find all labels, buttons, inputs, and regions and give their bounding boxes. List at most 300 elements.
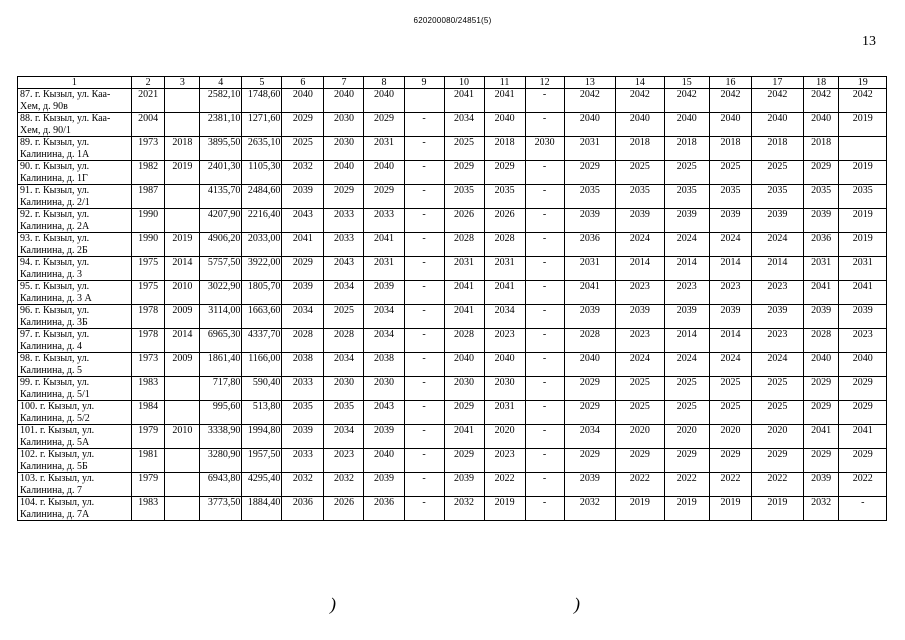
table-cell: 2022 bbox=[484, 473, 525, 497]
table-header-row bbox=[18, 77, 887, 89]
table-cell: 2029 bbox=[324, 185, 364, 209]
table-cell: - bbox=[525, 449, 564, 473]
address-cell: 89. г. Кызыл, ул. Калинина, д. 1А bbox=[18, 137, 132, 161]
table-cell: 2040 bbox=[803, 113, 839, 137]
table-cell: 2014 bbox=[752, 257, 804, 281]
table-cell: 2019 bbox=[709, 497, 751, 521]
table-cell: 1861,40 bbox=[200, 353, 242, 377]
column-header: 10 bbox=[444, 77, 484, 89]
column-header: 8 bbox=[364, 77, 404, 89]
table-cell: 2022 bbox=[839, 473, 887, 497]
table-cell: 2033 bbox=[364, 209, 404, 233]
table-cell: 2040 bbox=[564, 113, 616, 137]
table-cell: 2026 bbox=[444, 209, 484, 233]
table-cell: 2018 bbox=[709, 137, 751, 161]
table-cell: 2029 bbox=[564, 161, 616, 185]
table-cell: 2020 bbox=[616, 425, 664, 449]
address-cell: 98. г. Кызыл, ул. Калинина, д. 5 bbox=[18, 353, 132, 377]
page-number: 13 bbox=[862, 34, 876, 49]
table-cell: 2039 bbox=[803, 473, 839, 497]
table-cell: 2023 bbox=[752, 329, 804, 353]
table-cell: 3280,90 bbox=[200, 449, 242, 473]
table-cell: 2025 bbox=[616, 401, 664, 425]
table-cell: 2040 bbox=[839, 353, 887, 377]
table-cell: 2381,10 bbox=[200, 113, 242, 137]
table-cell: 2041 bbox=[803, 425, 839, 449]
document-id: 620200080/24851(5) bbox=[413, 16, 492, 25]
table-cell: 2019 bbox=[839, 233, 887, 257]
table-cell: 2401,30 bbox=[200, 161, 242, 185]
address-cell: 99. г. Кызыл, ул. Калинина, д. 5/1 bbox=[18, 377, 132, 401]
table-cell: 1663,60 bbox=[242, 305, 282, 329]
table-cell: 2025 bbox=[324, 305, 364, 329]
table-cell: 2019 bbox=[616, 497, 664, 521]
table-cell: 2043 bbox=[282, 209, 324, 233]
table-cell: 2029 bbox=[444, 449, 484, 473]
table-cell: 2025 bbox=[752, 161, 804, 185]
table-cell: 2025 bbox=[282, 137, 324, 161]
table-cell: 5757,50 bbox=[200, 257, 242, 281]
table-cell: 2043 bbox=[364, 401, 404, 425]
table-cell: 2031 bbox=[564, 137, 616, 161]
table-cell: 2025 bbox=[664, 377, 709, 401]
table-cell: - bbox=[525, 161, 564, 185]
address-cell: 94. г. Кызыл, ул. Калинина, д. 3 bbox=[18, 257, 132, 281]
table-cell: 6965,30 bbox=[200, 329, 242, 353]
column-header: 15 bbox=[664, 77, 709, 89]
table-cell: 2041 bbox=[803, 281, 839, 305]
table-cell: 2216,40 bbox=[242, 209, 282, 233]
table-cell: 2042 bbox=[664, 89, 709, 113]
table-cell: 2033 bbox=[324, 209, 364, 233]
table-cell: 2014 bbox=[165, 257, 200, 281]
table-cell: - bbox=[404, 161, 444, 185]
table-cell: 2031 bbox=[803, 257, 839, 281]
table-cell: 2030 bbox=[324, 113, 364, 137]
table-cell: 2034 bbox=[324, 281, 364, 305]
table-cell: 2039 bbox=[444, 473, 484, 497]
table-cell: 2018 bbox=[752, 137, 804, 161]
table-cell: 2019 bbox=[839, 209, 887, 233]
table-cell: 2040 bbox=[803, 353, 839, 377]
table-cell: 6943,80 bbox=[200, 473, 242, 497]
table-row bbox=[18, 281, 887, 305]
table-cell bbox=[165, 185, 200, 209]
table-cell: 2026 bbox=[484, 209, 525, 233]
table-cell: 2024 bbox=[616, 353, 664, 377]
table-cell: 2024 bbox=[752, 233, 804, 257]
table-cell: 2043 bbox=[324, 257, 364, 281]
table-cell bbox=[165, 113, 200, 137]
table-cell: 2024 bbox=[616, 233, 664, 257]
table-cell bbox=[404, 89, 444, 113]
table-cell: 2020 bbox=[664, 425, 709, 449]
table-cell: 2014 bbox=[165, 329, 200, 353]
table-cell: 2025 bbox=[709, 161, 751, 185]
table-row bbox=[18, 449, 887, 473]
table-cell: 2029 bbox=[839, 401, 887, 425]
table-cell: 2018 bbox=[165, 137, 200, 161]
table-cell: 2025 bbox=[616, 161, 664, 185]
table-cell: 2025 bbox=[616, 377, 664, 401]
table-cell: 2019 bbox=[839, 161, 887, 185]
table-cell: 2035 bbox=[664, 185, 709, 209]
table-cell: 2023 bbox=[484, 329, 525, 353]
table-cell: 2035 bbox=[709, 185, 751, 209]
table-cell: 2032 bbox=[564, 497, 616, 521]
table-cell: 2031 bbox=[444, 257, 484, 281]
table-cell: 2023 bbox=[616, 329, 664, 353]
table-cell: 2039 bbox=[616, 209, 664, 233]
column-header: 12 bbox=[525, 77, 564, 89]
table-cell: - bbox=[404, 257, 444, 281]
table-cell: 2030 bbox=[525, 137, 564, 161]
table-row bbox=[18, 161, 887, 185]
table-cell: 2041 bbox=[282, 233, 324, 257]
table-cell: 1990 bbox=[131, 209, 165, 233]
table-cell: 2040 bbox=[324, 89, 364, 113]
table-cell: 1975 bbox=[131, 257, 165, 281]
column-header: 16 bbox=[709, 77, 751, 89]
table-cell: 1805,70 bbox=[242, 281, 282, 305]
table-cell: 3895,50 bbox=[200, 137, 242, 161]
table-cell: 2039 bbox=[803, 209, 839, 233]
table-cell: 1973 bbox=[131, 137, 165, 161]
table-cell: 2036 bbox=[364, 497, 404, 521]
table-cell: 2032 bbox=[803, 497, 839, 521]
table-cell: 2041 bbox=[444, 89, 484, 113]
table-cell: 3114,00 bbox=[200, 305, 242, 329]
table-cell: 2041 bbox=[839, 281, 887, 305]
table-cell: 2041 bbox=[444, 425, 484, 449]
table-cell: 1979 bbox=[131, 425, 165, 449]
pen-mark-left: ) bbox=[330, 594, 336, 614]
table-row bbox=[18, 89, 887, 113]
table-cell: 2035 bbox=[484, 185, 525, 209]
column-header: 18 bbox=[803, 77, 839, 89]
table-cell: 2035 bbox=[324, 401, 364, 425]
table-cell: 2023 bbox=[616, 281, 664, 305]
table-cell: - bbox=[404, 281, 444, 305]
table-cell: 2041 bbox=[364, 233, 404, 257]
table-cell: 2040 bbox=[616, 113, 664, 137]
table-row bbox=[18, 209, 887, 233]
table-cell: 2025 bbox=[664, 161, 709, 185]
table-cell: 4906,20 bbox=[200, 233, 242, 257]
table-cell: 2029 bbox=[444, 401, 484, 425]
table-cell: 1978 bbox=[131, 329, 165, 353]
column-header: 4 bbox=[200, 77, 242, 89]
table-cell: 2039 bbox=[803, 305, 839, 329]
table-cell: 2039 bbox=[282, 185, 324, 209]
table-cell: - bbox=[525, 473, 564, 497]
address-cell: 96. г. Кызыл, ул. Калинина, д. 3Б bbox=[18, 305, 132, 329]
table-cell: - bbox=[404, 185, 444, 209]
table-cell: 2029 bbox=[282, 257, 324, 281]
table-cell: 2029 bbox=[564, 401, 616, 425]
table-cell: - bbox=[404, 113, 444, 137]
table-cell: 2022 bbox=[664, 473, 709, 497]
table-cell: 1987 bbox=[131, 185, 165, 209]
address-cell: 102. г. Кызыл, ул. Калинина, д. 5Б bbox=[18, 449, 132, 473]
table-cell: 1975 bbox=[131, 281, 165, 305]
table-cell: 2029 bbox=[803, 161, 839, 185]
table-cell: 2029 bbox=[664, 449, 709, 473]
table-cell: 2035 bbox=[282, 401, 324, 425]
table-cell: - bbox=[525, 305, 564, 329]
table-cell: 2014 bbox=[709, 329, 751, 353]
column-header: 5 bbox=[242, 77, 282, 89]
table-cell: 2020 bbox=[709, 425, 751, 449]
table-cell: 2039 bbox=[709, 209, 751, 233]
table-cell: 2023 bbox=[664, 281, 709, 305]
table-cell: 2034 bbox=[484, 305, 525, 329]
table-cell: 2029 bbox=[282, 113, 324, 137]
table-cell: 2039 bbox=[839, 305, 887, 329]
table-cell: 2034 bbox=[364, 329, 404, 353]
table-cell: 2030 bbox=[444, 377, 484, 401]
address-cell: 87. г. Кызыл, ул. Каа-Хем, д. 90в bbox=[18, 89, 132, 113]
table-cell: - bbox=[525, 257, 564, 281]
table-cell: 1984 bbox=[131, 401, 165, 425]
table-cell: - bbox=[525, 353, 564, 377]
table-cell: 2040 bbox=[364, 449, 404, 473]
table-cell: 2025 bbox=[752, 377, 804, 401]
table-cell: 2025 bbox=[444, 137, 484, 161]
table-cell: - bbox=[404, 449, 444, 473]
table-cell: 2484,60 bbox=[242, 185, 282, 209]
table-cell: - bbox=[525, 185, 564, 209]
table-row bbox=[18, 185, 887, 209]
column-header: 17 bbox=[752, 77, 804, 89]
table-cell: 2029 bbox=[564, 377, 616, 401]
table-cell: 2023 bbox=[709, 281, 751, 305]
column-header: 3 bbox=[165, 77, 200, 89]
table-cell: 2039 bbox=[564, 305, 616, 329]
table-cell: 1957,50 bbox=[242, 449, 282, 473]
column-header: 2 bbox=[131, 77, 165, 89]
table-cell: 4135,70 bbox=[200, 185, 242, 209]
address-cell: 90. г. Кызыл, ул. Калинина, д. 1Г bbox=[18, 161, 132, 185]
table-cell: - bbox=[404, 353, 444, 377]
table-cell: - bbox=[525, 401, 564, 425]
table-cell: 2009 bbox=[165, 353, 200, 377]
table-cell: 2035 bbox=[444, 185, 484, 209]
table-cell: 2024 bbox=[664, 353, 709, 377]
table-cell: 2014 bbox=[616, 257, 664, 281]
table-cell: 2029 bbox=[839, 449, 887, 473]
column-header: 6 bbox=[282, 77, 324, 89]
table-cell: 2039 bbox=[282, 281, 324, 305]
table-row bbox=[18, 425, 887, 449]
table-cell: 2040 bbox=[364, 161, 404, 185]
table-cell: 2028 bbox=[803, 329, 839, 353]
table-cell: 2040 bbox=[709, 113, 751, 137]
table-cell: 2010 bbox=[165, 425, 200, 449]
table-cell: - bbox=[404, 137, 444, 161]
address-cell: 103. г. Кызыл, ул. Калинина, д. 7 bbox=[18, 473, 132, 497]
table-cell: 1884,40 bbox=[242, 497, 282, 521]
table-cell: 2034 bbox=[364, 305, 404, 329]
table-cell: 2042 bbox=[803, 89, 839, 113]
table-cell: 2582,10 bbox=[200, 89, 242, 113]
table-cell: 4207,90 bbox=[200, 209, 242, 233]
table-cell: 2036 bbox=[282, 497, 324, 521]
table-cell: 2025 bbox=[752, 401, 804, 425]
table-cell: 2022 bbox=[709, 473, 751, 497]
table-cell: 2041 bbox=[839, 425, 887, 449]
table-cell: - bbox=[525, 329, 564, 353]
table-cell: 2028 bbox=[484, 233, 525, 257]
table-cell: 2039 bbox=[664, 209, 709, 233]
table-cell bbox=[839, 137, 887, 161]
table-cell: 2022 bbox=[616, 473, 664, 497]
table-cell: 2038 bbox=[364, 353, 404, 377]
table-cell: 2034 bbox=[324, 425, 364, 449]
table-cell: 2028 bbox=[564, 329, 616, 353]
table-cell: 2033,00 bbox=[242, 233, 282, 257]
table-cell: 2036 bbox=[803, 233, 839, 257]
table-cell: - bbox=[404, 329, 444, 353]
table-cell: 2010 bbox=[165, 281, 200, 305]
register-table bbox=[17, 76, 887, 521]
table-cell bbox=[165, 89, 200, 113]
table-cell: 2031 bbox=[484, 257, 525, 281]
table-cell: 1973 bbox=[131, 353, 165, 377]
table-cell: 2021 bbox=[131, 89, 165, 113]
table-cell: - bbox=[525, 113, 564, 137]
table-cell: 2024 bbox=[664, 233, 709, 257]
table-cell: 2019 bbox=[165, 233, 200, 257]
table-row bbox=[18, 401, 887, 425]
table-cell: 2041 bbox=[444, 305, 484, 329]
table-cell: 2040 bbox=[664, 113, 709, 137]
table-cell: 2039 bbox=[364, 473, 404, 497]
pen-mark-right: ) bbox=[574, 594, 580, 614]
table-cell: 2030 bbox=[484, 377, 525, 401]
table-cell: 2039 bbox=[282, 425, 324, 449]
table-cell: 2029 bbox=[752, 449, 804, 473]
table-cell: 2023 bbox=[752, 281, 804, 305]
table-cell: 995,60 bbox=[200, 401, 242, 425]
table-cell: 2031 bbox=[839, 257, 887, 281]
table-cell: 1981 bbox=[131, 449, 165, 473]
table-cell: - bbox=[404, 209, 444, 233]
table-cell: 2035 bbox=[616, 185, 664, 209]
table-cell: 2018 bbox=[664, 137, 709, 161]
table-cell: 2040 bbox=[752, 113, 804, 137]
table-cell: 2041 bbox=[444, 281, 484, 305]
table-cell: 2018 bbox=[616, 137, 664, 161]
column-header: 13 bbox=[564, 77, 616, 89]
table-cell: 2028 bbox=[444, 329, 484, 353]
address-cell: 88. г. Кызыл, ул. Каа-Хем, д. 90/1 bbox=[18, 113, 132, 137]
table-cell: 2024 bbox=[709, 353, 751, 377]
table-cell: 1982 bbox=[131, 161, 165, 185]
table-cell: - bbox=[404, 401, 444, 425]
table-row bbox=[18, 377, 887, 401]
table-cell: 2040 bbox=[324, 161, 364, 185]
table-cell: 2039 bbox=[364, 281, 404, 305]
table-cell: 2033 bbox=[282, 449, 324, 473]
table-cell: 2033 bbox=[282, 377, 324, 401]
table-cell: - bbox=[404, 377, 444, 401]
table-cell: 2040 bbox=[444, 353, 484, 377]
table-cell: 2014 bbox=[664, 329, 709, 353]
table-cell: 717,80 bbox=[200, 377, 242, 401]
table-cell: 2040 bbox=[484, 353, 525, 377]
column-header: 11 bbox=[484, 77, 525, 89]
table-cell: 2035 bbox=[803, 185, 839, 209]
table-cell: 2029 bbox=[803, 401, 839, 425]
address-cell: 100. г. Кызыл, ул. Калинина, д. 5/2 bbox=[18, 401, 132, 425]
column-header: 1 bbox=[18, 77, 132, 89]
table-cell: 2026 bbox=[324, 497, 364, 521]
table-cell: 2031 bbox=[364, 257, 404, 281]
table-cell: 1748,60 bbox=[242, 89, 282, 113]
table-cell: 2031 bbox=[364, 137, 404, 161]
table-cell: - bbox=[404, 473, 444, 497]
table-cell: 3338,90 bbox=[200, 425, 242, 449]
table-cell: 2042 bbox=[564, 89, 616, 113]
table-cell: 2039 bbox=[752, 209, 804, 233]
table-cell: 590,40 bbox=[242, 377, 282, 401]
table-cell: 2042 bbox=[709, 89, 751, 113]
table-cell: 2034 bbox=[444, 113, 484, 137]
table-cell: 1990 bbox=[131, 233, 165, 257]
table-cell: 2025 bbox=[664, 401, 709, 425]
table-cell: 2034 bbox=[324, 353, 364, 377]
address-cell: 104. г. Кызыл, ул. Калинина, д. 7А bbox=[18, 497, 132, 521]
table-cell: 2039 bbox=[752, 305, 804, 329]
table-cell: 2035 bbox=[564, 185, 616, 209]
table-cell: 2025 bbox=[709, 377, 751, 401]
table-cell: 2023 bbox=[324, 449, 364, 473]
table-cell: 2034 bbox=[282, 305, 324, 329]
table-cell: - bbox=[525, 425, 564, 449]
table-cell: 2032 bbox=[324, 473, 364, 497]
table-cell: - bbox=[404, 233, 444, 257]
table-row bbox=[18, 497, 887, 521]
table-cell: 2014 bbox=[709, 257, 751, 281]
table-cell: 2024 bbox=[709, 233, 751, 257]
table-cell: - bbox=[525, 377, 564, 401]
table-cell: 2032 bbox=[444, 497, 484, 521]
table-row bbox=[18, 113, 887, 137]
table-cell: 2029 bbox=[803, 449, 839, 473]
table-cell: 1994,80 bbox=[242, 425, 282, 449]
table-cell: 1271,60 bbox=[242, 113, 282, 137]
table-cell: 2034 bbox=[564, 425, 616, 449]
table-row bbox=[18, 257, 887, 281]
table-cell: 2635,10 bbox=[242, 137, 282, 161]
table-cell: 2031 bbox=[484, 401, 525, 425]
table-cell: 2029 bbox=[564, 449, 616, 473]
table-row bbox=[18, 137, 887, 161]
table-cell: 2038 bbox=[282, 353, 324, 377]
table-cell: 2031 bbox=[564, 257, 616, 281]
table-row bbox=[18, 473, 887, 497]
column-header: 19 bbox=[839, 77, 887, 89]
table-cell: 2039 bbox=[709, 305, 751, 329]
table-cell: 2020 bbox=[752, 425, 804, 449]
table-cell: - bbox=[525, 497, 564, 521]
table-cell: 2041 bbox=[484, 281, 525, 305]
table-cell: 2020 bbox=[484, 425, 525, 449]
table-cell: 2039 bbox=[564, 473, 616, 497]
table-cell: - bbox=[525, 209, 564, 233]
table-cell bbox=[165, 473, 200, 497]
